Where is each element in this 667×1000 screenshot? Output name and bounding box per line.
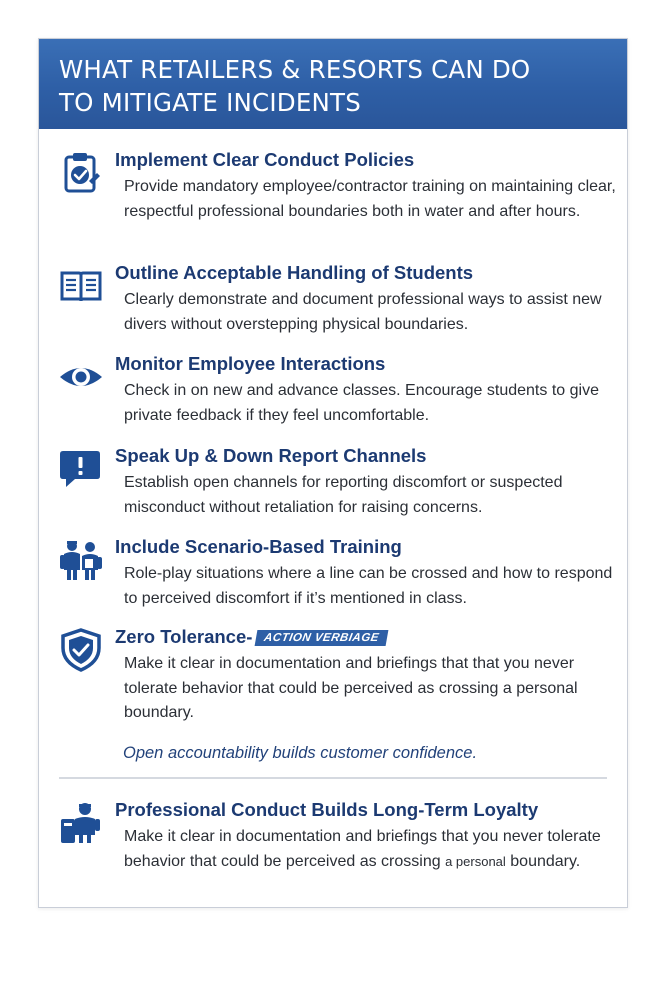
divers-icon <box>59 538 103 582</box>
open-book-icon <box>59 264 103 308</box>
section-body-end: boundary. <box>510 852 581 870</box>
section-heading: Professional Conduct Builds Long-Term Loyalty <box>115 799 539 820</box>
section-heading-text: Zero Tolerance- <box>115 626 253 647</box>
tagline: Open accountability builds customer confidence. <box>123 744 478 762</box>
section-heading: Implement Clear Conduct Policies <box>115 149 415 170</box>
title-line-2: TO MITIGATE INCIDENTS <box>59 88 361 117</box>
section-body: Provide mandatory employee/contractor training on maintaining clear, respectful professional boundaries both in water and after hours. <box>124 178 616 220</box>
section-body: Make it clear in documentation and briefings that that you never tolerate behavior that could be perceived as crossing a personal boundary. <box>124 655 578 721</box>
speech-bubble-exclamation-icon <box>59 447 103 491</box>
clipboard-check-icon <box>59 151 103 195</box>
header-banner <box>39 39 627 129</box>
page-title <box>59 53 607 119</box>
section-body: Role-play situations where a line can be crossed and how to respond to perceived discomfort if it’s mentioned in class. <box>124 565 613 607</box>
section-body <box>124 825 624 874</box>
section-heading: Outline Acceptable Handling of Students <box>115 262 474 283</box>
section-heading: Monitor Employee Interactions <box>115 353 386 374</box>
eye-icon <box>59 355 103 399</box>
section-heading: Speak Up & Down Report Channels <box>115 445 427 466</box>
section-body-main: Make it clear in documentation and briefings that you never tolerate behavior that could be perceived as crossing <box>124 828 601 870</box>
section-body: Check in on new and advance classes. Encourage students to give private feedback if they feel uncomfortable. <box>124 382 599 424</box>
shield-check-icon <box>59 628 103 672</box>
divider <box>59 777 607 779</box>
section-body: Establish open channels for reporting discomfort or suspected misconduct without retaliation for raising concerns. <box>124 474 563 516</box>
infographic-card <box>38 38 628 908</box>
action-verbiage-tag: ACTION VERBIAGE <box>255 630 389 646</box>
section-body-small: a personal <box>445 853 506 869</box>
diver-instructor-icon <box>59 801 103 845</box>
title-line-1: WHAT RETAILERS & RESORTS CAN DO <box>59 55 531 84</box>
section-heading <box>115 626 387 648</box>
section-body: Clearly demonstrate and document professional ways to assist new divers without overstepping physical boundaries. <box>124 291 602 333</box>
section-heading: Include Scenario-Based Training <box>115 536 402 557</box>
